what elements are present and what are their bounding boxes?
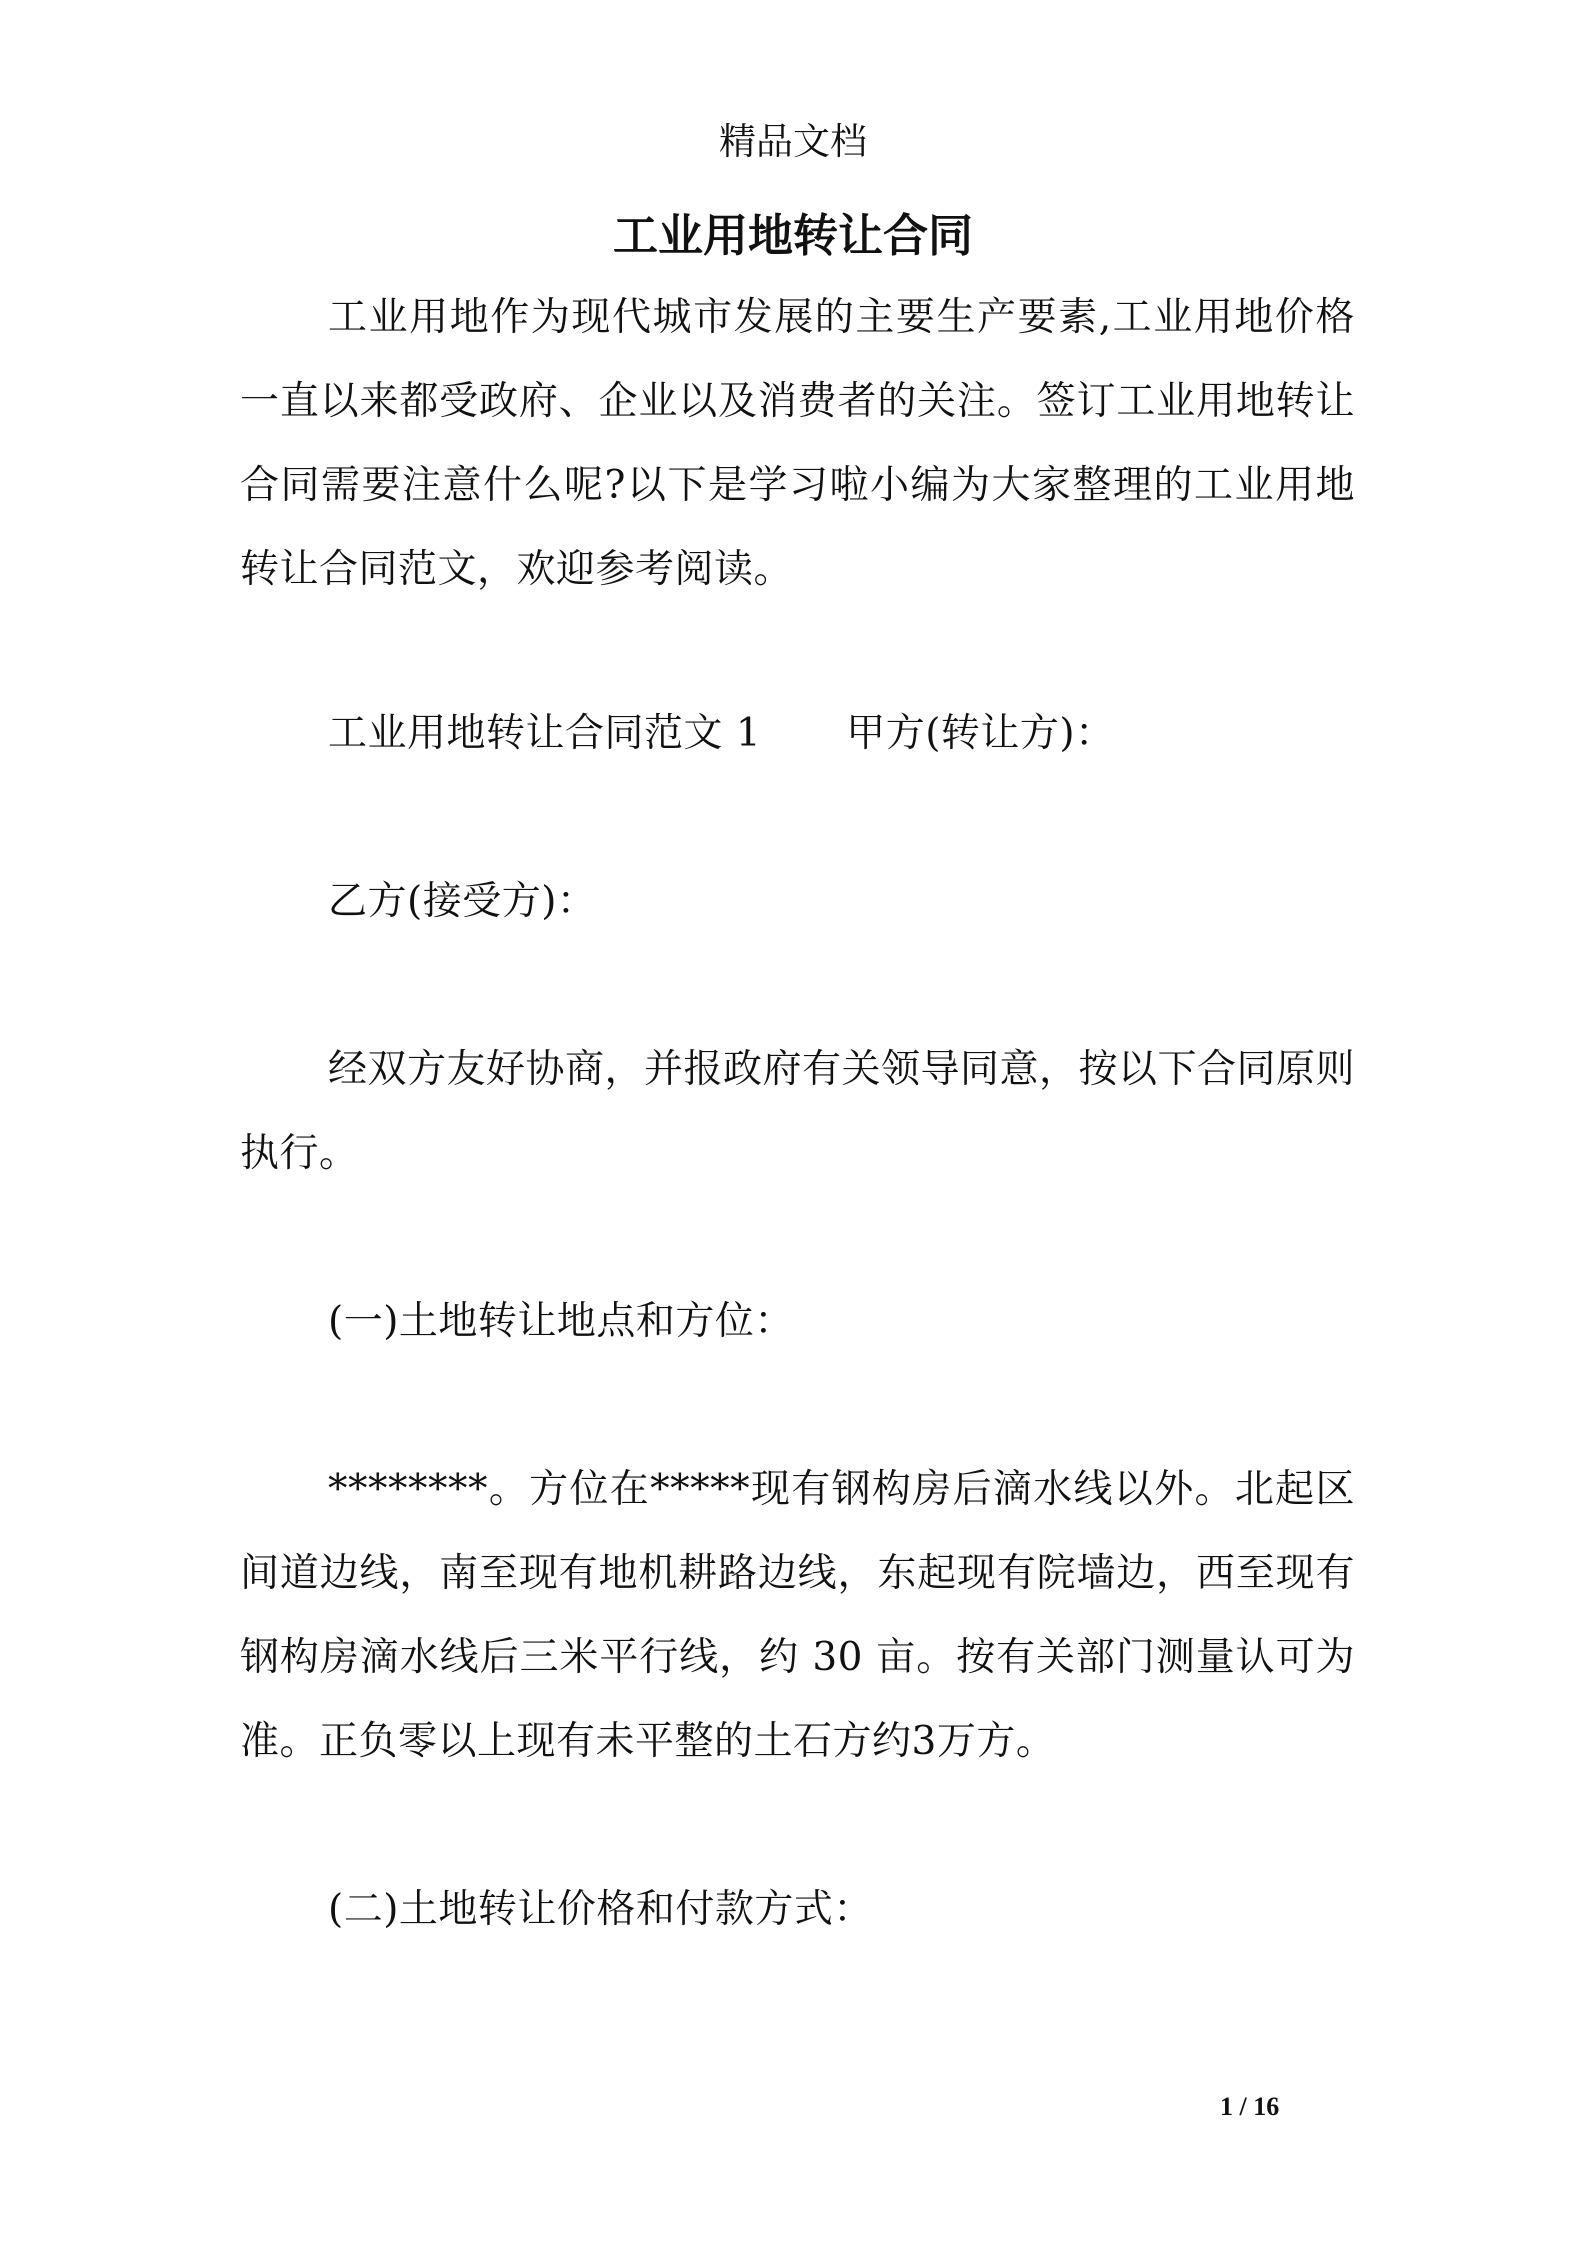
section-1-heading: (一)土地转让地点和方位： xyxy=(328,1299,794,1344)
document-title: 工业用地转让合同 xyxy=(612,209,973,262)
agreement-paragraph: 经双方友好协商，并报政府有关领导同意，按以下合同原则执行。 xyxy=(240,1047,1356,1176)
party-a-label: 甲方(转让方)： xyxy=(846,711,1115,756)
page-number: 1 / 16 xyxy=(1220,2092,1280,2121)
page-header: 精品文档 xyxy=(719,120,867,163)
intro-paragraph: 工业用地作为现代城市发展的主要生产要素,工业用地价格一直以来都受政府、企业以及消费者的关注。签订工业用地转让合同需要注意什么呢?以下是学习啦小编为大家整理的工业用地转让合同范文，欢迎参考阅读。 xyxy=(240,295,1355,592)
location-paragraph: ********。方位在*****现有钢构房后滴水线以外。北起区间道边线，南至现有地机耕路边线，东起现有院墙边，西至现有钢构房滴水线后三米平行线，约 30 亩。按有关部门测量认可为准。正负零以上现有未平整的土石方约3万方。 xyxy=(240,1467,1355,1764)
sample-heading: 工业用地转让合同范文 1 xyxy=(328,711,762,756)
party-b-label: 乙方(接受方)： xyxy=(328,879,597,924)
contract-sample-line xyxy=(240,692,1355,776)
section-2-heading: (二)土地转让价格和付款方式： xyxy=(328,1887,873,1932)
